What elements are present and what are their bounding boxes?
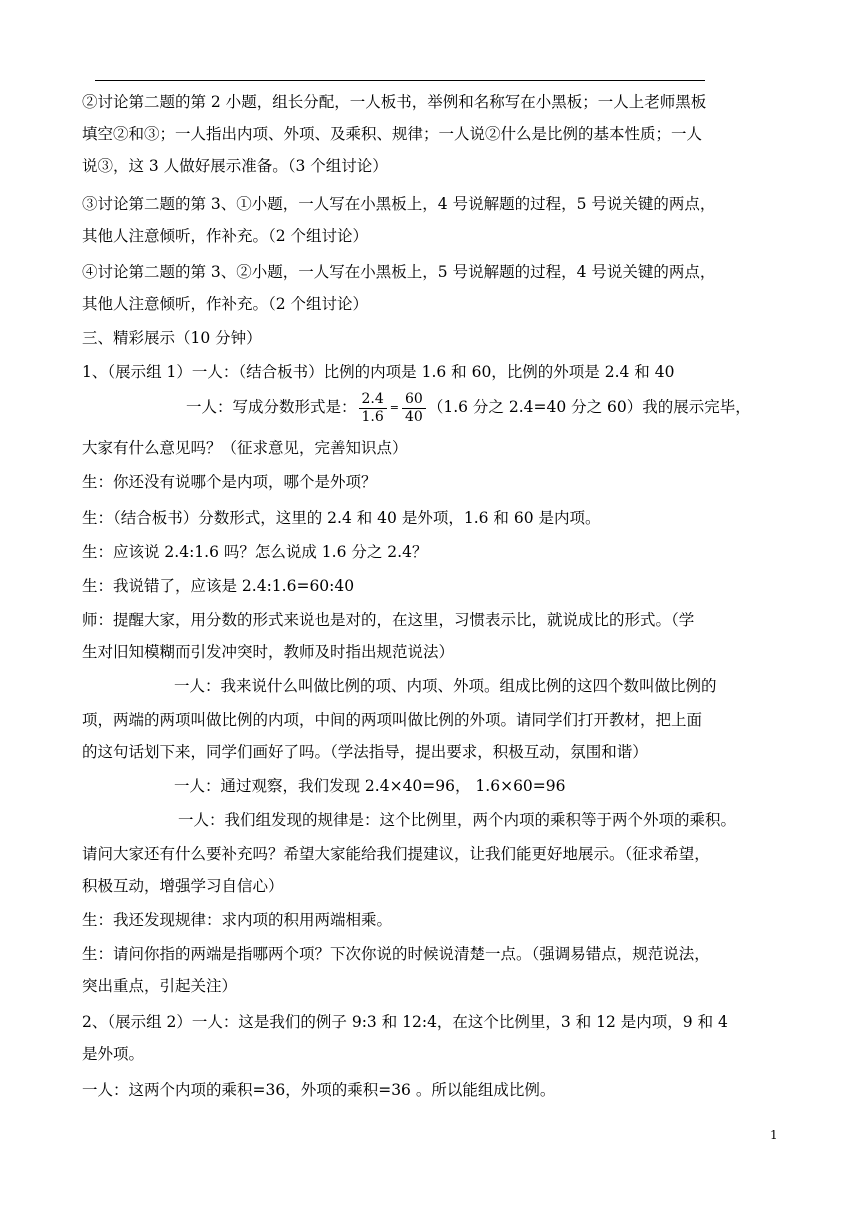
text-line: 生：我说错了，应该是 2.4:1.6=60:40 (82, 577, 355, 595)
text-line: 生：应该说 2.4:1.6 吗？怎么说成 1.6 分之 2.4？ (82, 543, 428, 561)
text-line: ④讨论第二题的第 3、②小题，一人写在小黑板上，5 号说解题的过程，4 号说关键的两点， (82, 263, 716, 281)
text-line: 生对旧知模糊而引发冲突时，教师及时指出规范说法） (82, 643, 455, 661)
fraction-denominator: 40 (405, 408, 423, 425)
fraction-line (186, 390, 860, 426)
text-line: 生：请问你指的两端是指哪两个项？下次你说的时候说清楚一点。（强调易错点，规范说法， (82, 945, 710, 963)
fraction-60-over-40 (402, 391, 426, 426)
fraction-denominator: 1.6 (361, 408, 384, 425)
text-line: 师：提醒大家，用分数的形式来说也是对的，在这里，习惯表示比，就说成比的形式。（学 (82, 611, 695, 629)
text-line: 生：我还发现规律：求内项的积用两端相乘。 (82, 911, 393, 929)
text-line: 的这句话划下来，同学们画好了吗。（学法指导，提出要求，积极互动，氛围和谐） (82, 743, 648, 761)
text-line: 其他人注意倾听，作补充。（2 个组讨论） (82, 295, 369, 313)
text-line: ②讨论第二题的第 2 小题，组长分配，一人板书，举例和名称写在小黑板；一人上老师黑板 (82, 93, 707, 111)
text-line: 说③，这 3 人做好展示准备。（3 个组讨论） (82, 157, 388, 175)
text-line: 1、（展示组 1）一人：（结合板书）比例的内项是 1.6 和 60，比例的外项是 2.4 和 40 (82, 363, 675, 381)
text-line: 2、（展示组 2）一人：这是我们的例子 9:3 和 12:4，在这个比例里，3 和 12 是内项，9 和 4 (82, 1013, 728, 1031)
text-line: 一人：通过观察，我们发现 2.4×40=96， 1.6×60=96 (174, 777, 566, 795)
text-line: 一人：我来说什么叫做比例的项、内项、外项。组成比例的这四个数叫做比例的 (174, 677, 717, 695)
text-line: 积极互动，增强学习自信心） (82, 877, 284, 895)
text-line: 一人：我们组发现的规律是：这个比例里，两个内项的乘积等于两个外项的乘积。 (178, 811, 737, 829)
fraction-numerator: 60 (402, 391, 426, 409)
text-line: 生：你还没有说哪个是内项，哪个是外项？ (82, 473, 377, 491)
fraction-2.4-over-1.6 (359, 391, 387, 426)
text-line: 大家有什么意见吗？（征求意见，完善知识点） (82, 439, 408, 457)
equals-sign: = (389, 401, 399, 414)
text-line: 填空②和③；一人指出内项、外项、及乘积、规律；一人说②什么是比例的基本性质；一人 (82, 125, 703, 143)
text-line: 项，两端的两项叫做比例的内项，中间的两项叫做比例的外项。请同学们打开教材，把上面 (82, 711, 703, 729)
text-line: ③讨论第二题的第 3、①小题，一人写在小黑板上，4 号说解题的过程，5 号说关键的两点， (82, 195, 716, 213)
text-line: 突出重点，引起关注） (82, 977, 238, 995)
text-line: 生：（结合板书）分数形式，这里的 2.4 和 40 是外项，1.6 和 60 是内项。 (82, 509, 601, 527)
fraction-suffix: （1.6 分之 2.4=40 分之 60）我的展示完毕， (427, 398, 751, 416)
header-rule (95, 80, 705, 81)
text-line: 其他人注意倾听，作补充。（2 个组讨论） (82, 227, 369, 245)
text-line: 一人：这两个内项的乘积=36，外项的乘积=36 。所以能组成比例。 (82, 1081, 556, 1099)
text-line: 是外项。 (82, 1045, 145, 1063)
text-line: 请问大家还有什么要补充吗？希望大家能给我们提建议，让我们能更好地展示。（征求希望， (82, 845, 710, 863)
section-heading: 三、精彩展示（10 分钟） (82, 329, 262, 347)
page-number: 1 (770, 1128, 778, 1142)
fraction-numerator: 2.4 (359, 391, 387, 409)
fraction-prefix: 一人：写成分数形式是： (186, 398, 357, 416)
